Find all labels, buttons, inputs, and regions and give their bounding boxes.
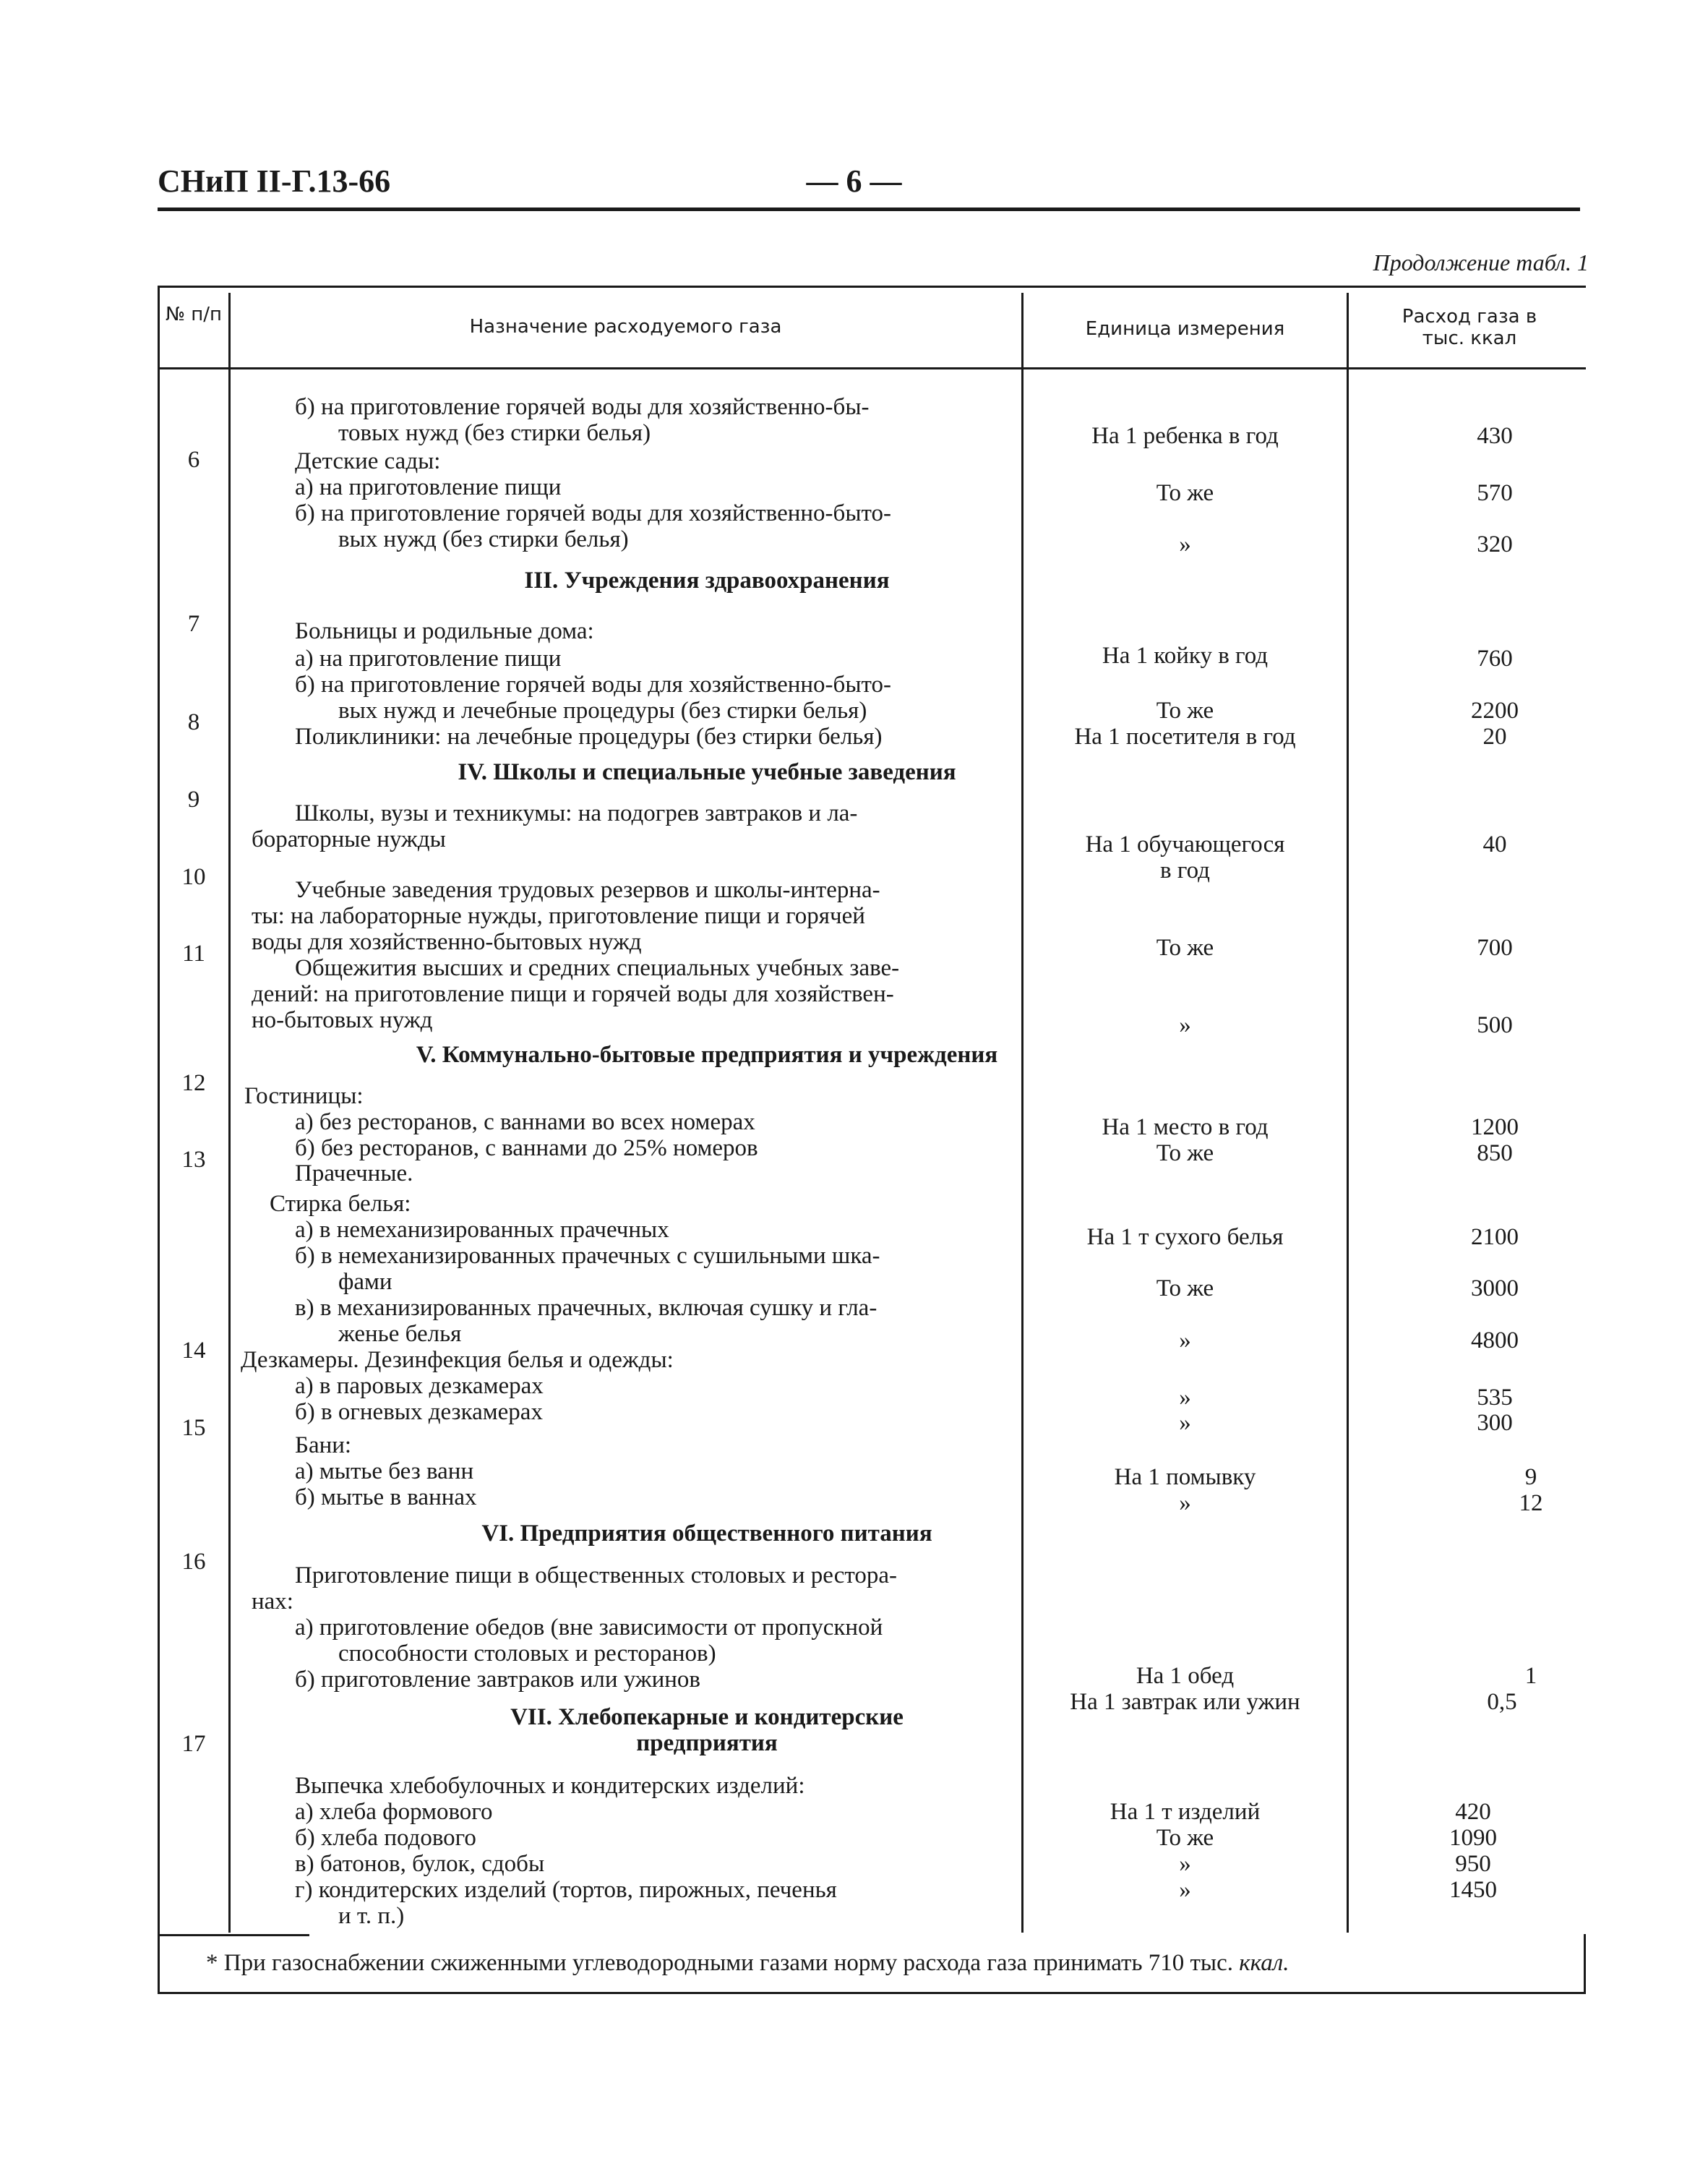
purpose-text: вых нужд (без стирки белья) (338, 526, 629, 552)
rate-value: 570 (1477, 480, 1513, 506)
col-header-number: № п/п (165, 304, 223, 325)
section-heading: VI. Предприятия общественного питания (481, 1521, 932, 1547)
purpose-text: Общежития высших и средних специальных учебных заве- (295, 955, 900, 981)
purpose-text: а) без ресторанов, с ваннами во всех номерах (295, 1109, 755, 1135)
unit-cell: То же (1156, 1140, 1214, 1166)
rate-value: 12 (1519, 1490, 1543, 1516)
unit-cell: На 1 т сухого белья (1086, 1224, 1284, 1250)
row-number: 9 (187, 787, 200, 813)
section-heading: V. Коммунально-бытовые предприятия и учреждения (416, 1042, 998, 1068)
footnote-separator (158, 1934, 309, 1936)
purpose-text: фами (338, 1269, 392, 1295)
purpose-text: воды для хозяйственно-бытовых нужд (252, 929, 642, 955)
section-heading: IV. Школы и специальные учебные заведения (458, 759, 956, 785)
rate-value: 320 (1477, 531, 1513, 557)
unit-cell: На 1 обед (1136, 1663, 1235, 1689)
rate-value: 500 (1477, 1012, 1513, 1038)
purpose-text: Больницы и родильные дома: (295, 618, 594, 644)
purpose-text: а) в немеханизированных прачечных (295, 1217, 669, 1243)
table-continuation-label: Продолжение табл. 1 (1373, 249, 1589, 275)
purpose-text: но-бытовых нужд (252, 1007, 433, 1033)
rate-value: 1 (1524, 1663, 1537, 1689)
unit-cell: На 1 место в год (1102, 1114, 1269, 1140)
rate-value: 950 (1455, 1851, 1491, 1877)
gas-consumption-table (158, 286, 1586, 2017)
purpose-text: способности столовых и ресторанов) (338, 1641, 716, 1667)
purpose-text: а) приготовление обедов (вне зависимости от пропускной (295, 1614, 883, 1641)
rate-value: 420 (1455, 1799, 1491, 1825)
row-number: 7 (187, 611, 200, 637)
purpose-text: товых нужд (без стирки белья) (338, 420, 651, 446)
purpose-text: в) в механизированных прачечных, включая сушку и гла- (295, 1295, 877, 1321)
purpose-text: и т. п.) (338, 1903, 405, 1929)
purpose-text: а) на приготовление пищи (295, 474, 562, 500)
row-number: 11 (182, 941, 205, 967)
purpose-text: Прачечные. (295, 1160, 413, 1186)
purpose-text: вых нужд и лечебные процедуры (без стирки белья) (338, 698, 867, 724)
purpose-text: Детские сады: (295, 448, 441, 474)
purpose-text: б) хлеба подового (295, 1825, 476, 1851)
section-heading: VII. Хлебопекарные и кондитерские (510, 1704, 904, 1730)
col-header-purpose: Назначение расходуемого газа (469, 316, 782, 338)
rate-value: 1200 (1471, 1114, 1519, 1140)
table-bottom-rule (158, 1992, 1586, 1994)
purpose-text: Школы, вузы и техникумы: на подогрев завтраков и ла- (295, 800, 858, 826)
unit-cell: » (1179, 1385, 1191, 1411)
purpose-text: Стирка белья: (270, 1191, 411, 1217)
rate-value: 760 (1477, 646, 1513, 672)
rate-value: 20 (1482, 724, 1507, 750)
unit-cell: На 1 посетителя в год (1074, 724, 1296, 750)
purpose-text: бораторные нужды (252, 826, 446, 852)
purpose-text: а) мытье без ванн (295, 1458, 474, 1484)
unit-cell: » (1179, 1851, 1191, 1877)
col-header-rate: Расход газа в тыс. ккал (1402, 306, 1537, 349)
unit-cell: » (1179, 1012, 1191, 1038)
purpose-text: а) на приготовление пищи (295, 646, 562, 672)
purpose-text: женье белья (338, 1321, 462, 1347)
footnote-unit: ккал. (1239, 1950, 1289, 1976)
rate-value: 850 (1477, 1140, 1513, 1166)
purpose-text: дений: на приготовление пищи и горячей воды для хозяйствен- (252, 981, 894, 1007)
purpose-text: б) в огневых дезкамерах (295, 1399, 543, 1425)
rate-value: 3000 (1471, 1275, 1519, 1301)
unit-cell: На 1 ребенка в год (1091, 423, 1279, 449)
rate-value: 1090 (1449, 1825, 1497, 1851)
rate-value: 2100 (1471, 1224, 1519, 1250)
header-rule (158, 208, 1580, 211)
unit-cell: » (1179, 1490, 1191, 1516)
purpose-text: б) в немеханизированных прачечных с сушильными шка- (295, 1243, 880, 1269)
purpose-text: Бани: (295, 1432, 352, 1458)
purpose-text: Учебные заведения трудовых резервов и школы-интерна- (295, 877, 880, 903)
row-number: 14 (181, 1338, 206, 1364)
purpose-text: ты: на лабораторные нужды, приготовление пищи и горячей (252, 903, 865, 929)
unit-cell: » (1179, 1327, 1191, 1353)
col-header-unit: Единица измерения (1085, 318, 1285, 340)
table-top-rule (158, 286, 1586, 288)
unit-cell: То же (1156, 480, 1214, 506)
purpose-text: Приготовление пищи в общественных столовых и ресторa- (295, 1562, 898, 1588)
purpose-text: б) приготовление завтраков или ужинов (295, 1667, 700, 1693)
row-number: 12 (181, 1070, 206, 1096)
row-number: 13 (181, 1147, 206, 1173)
unit-cell: На 1 обучающегося (1085, 831, 1285, 857)
unit-cell: То же (1156, 1275, 1214, 1301)
purpose-text: б) без ресторанов, с ваннами до 25% номеров (295, 1135, 758, 1161)
rate-value: 300 (1477, 1410, 1513, 1436)
unit-cell: На 1 т изделий (1110, 1799, 1261, 1825)
col-divider-3 (1347, 293, 1349, 1933)
footnote-text: * При газоснабжении сжиженными углеводородными газами норму расхода газа принимать 710 тыс. (206, 1950, 1233, 1976)
row-number: 15 (181, 1415, 206, 1441)
rate-value: 2200 (1471, 698, 1519, 724)
section-heading: III. Учреждения здравоохранения (524, 568, 890, 594)
rate-value: 700 (1477, 935, 1513, 961)
unit-cell: » (1179, 531, 1191, 557)
purpose-text: г) кондитерских изделий (тортов, пирожных, печенья (295, 1877, 837, 1903)
unit-cell: То же (1156, 698, 1214, 724)
section-heading: предприятия (636, 1730, 778, 1756)
row-number: 8 (187, 709, 200, 735)
purpose-text: нах: (252, 1588, 293, 1614)
unit-cell: На 1 койку в год (1102, 643, 1269, 669)
unit-cell: » (1179, 1410, 1191, 1436)
rate-value: 430 (1477, 423, 1513, 449)
table-right-border (1584, 1934, 1586, 1994)
row-number: 10 (181, 864, 206, 890)
row-number: 6 (187, 447, 200, 473)
purpose-text: а) хлеба формового (295, 1799, 493, 1825)
purpose-text: б) на приготовление горячей воды для хозяйственно-быто- (295, 672, 891, 698)
rate-value: 9 (1524, 1464, 1537, 1490)
row-number: 17 (181, 1731, 206, 1757)
footnote (206, 1950, 1289, 1977)
unit-cell: в год (1160, 857, 1210, 884)
row-number: 16 (181, 1549, 206, 1575)
rate-value: 535 (1477, 1385, 1513, 1411)
rate-value: 0,5 (1487, 1689, 1517, 1715)
rate-value: 1450 (1449, 1877, 1497, 1903)
unit-cell: На 1 помывку (1114, 1464, 1256, 1490)
table-header-rule (158, 367, 1586, 369)
purpose-text: Поликлиники: на лечебные процедуры (без стирки белья) (295, 724, 883, 750)
purpose-text: Гостиницы: (244, 1083, 364, 1109)
col-divider-2 (1021, 293, 1023, 1933)
purpose-text: б) на приготовление горячей воды для хозяйственно-быто- (295, 500, 891, 526)
purpose-text: в) батонов, булок, сдобы (295, 1851, 545, 1877)
purpose-text: а) в паровых дезкамерах (295, 1373, 544, 1399)
unit-cell: То же (1156, 935, 1214, 961)
unit-cell: » (1179, 1877, 1191, 1903)
unit-cell: На 1 завтрак или ужин (1070, 1689, 1300, 1715)
rate-value: 4800 (1471, 1327, 1519, 1353)
rate-value: 40 (1482, 831, 1507, 857)
purpose-text: б) на приготовление горячей воды для хозяйственно-бы- (295, 394, 870, 420)
unit-cell: То же (1156, 1825, 1214, 1851)
page-number: — 6 — (806, 163, 902, 199)
purpose-text: б) мытье в ваннах (295, 1484, 477, 1510)
purpose-text: Дезкамеры. Дезинфекция белья и одежды: (241, 1347, 674, 1373)
col-divider-1 (228, 293, 231, 1933)
purpose-text: Выпечка хлебобулочных и кондитерских изделий: (295, 1773, 805, 1799)
document-code: СНиП II-Г.13-66 (158, 163, 391, 199)
